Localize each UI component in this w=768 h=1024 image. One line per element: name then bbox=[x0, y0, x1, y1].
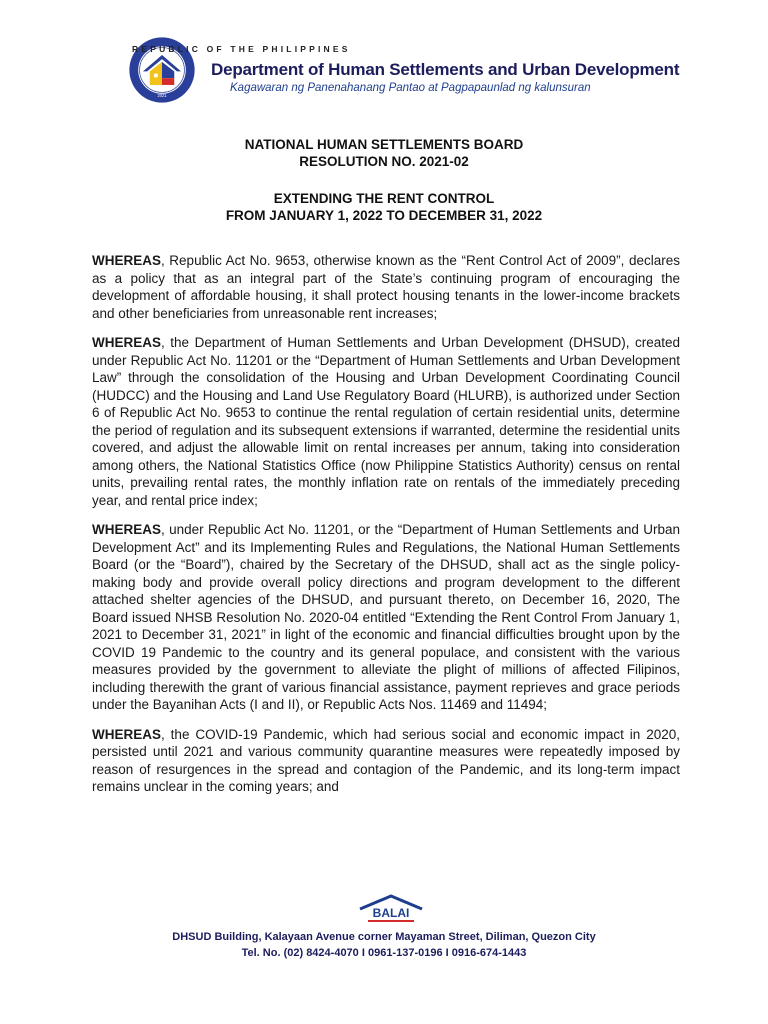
board-heading: NATIONAL HUMAN SETTLEMENTS BOARD bbox=[244, 137, 524, 152]
resolution-number: RESOLUTION NO. 2021-02 bbox=[299, 154, 469, 169]
svg-text:BALAI: BALAI bbox=[372, 906, 410, 920]
whereas-lead: WHEREAS bbox=[92, 335, 162, 350]
whereas-lead: WHEREAS bbox=[92, 253, 162, 268]
resolution-body bbox=[92, 252, 680, 808]
subject-line-2: FROM JANUARY 1, 2022 TO DECEMBER 31, 2022 bbox=[225, 208, 543, 223]
department-name: Department of Human Settlements and Urban Development bbox=[211, 60, 680, 79]
whereas-lead: WHEREAS bbox=[92, 726, 162, 742]
paragraph-text: , the COVID-19 Pandemic, which had serious social and economic impact in 2020, persisted until 2021 and various community quarantine measures were repeatedly imposed by reason of resurgences in the spread and contagion of the Pandemic, and its long-term impact remains unclear in the coming years; and bbox=[92, 726, 680, 794]
whereas-paragraph bbox=[92, 334, 680, 509]
whereas-paragraph bbox=[92, 252, 680, 322]
whereas-paragraph bbox=[92, 726, 680, 796]
paragraph-text: , Republic Act No. 9653, otherwise known as the “Rent Control Act of 2009”, declares as a policy that as an integral part of the State’s continuing program of encouraging the development of affordable housing, it shall protect housing tenants in the lower-income brackets and other beneficiaries from unreasonable rent increases; bbox=[92, 253, 680, 321]
footer-address: DHSUD Building, Kalayaan Avenue corner Mayaman Street, Diliman, Quezon City bbox=[172, 931, 596, 943]
paragraph-text: , under Republic Act No. 11201, or the “Department of Human Settlements and Urban Development Act” and its Implementing Rules and Regulations, the National Human Settlements Board (or the “Board”), chaired by the Secretary of the DHSUD, shall act as the single policy-making body and provide overall policy directions and program development to the different attached shelter agencies of the DHSUD, and pursuant thereto, on December 16, 2020, The Board issued NHSB Resolution No. 2020-04 entitled “Extending the Rent Control From January 1, 2021 to December 31, 2021” in light of the economic and financial difficulties brought upon by the COVID 19 Pandemic to the country and its general populace, and consistent with the various measures provided by the government to alleviate the plight of millions of affected Filipinos, including therewith the grant of various financial assistance, payment reprieves and grace periods under the Bayanihan Acts (I and II), or Republic Acts Nos. 11469 and 11494; bbox=[92, 522, 680, 712]
whereas-paragraph bbox=[92, 521, 680, 714]
republic-label: REPUBLIC OF THE PHILIPPINES bbox=[132, 44, 351, 54]
balai-logo bbox=[356, 893, 426, 925]
whereas-lead: WHEREAS bbox=[92, 522, 162, 537]
svg-text:2021: 2021 bbox=[157, 93, 167, 99]
subject-line-1: EXTENDING THE RENT CONTROL bbox=[273, 191, 495, 206]
paragraph-text: , the Department of Human Settlements and Urban Development (DHSUD), created under Republic Act No. 11201 or the “Department of Human Settlements and Urban Development Law” through the consolidation of the Housing and Urban Development Coordinating Council (HUDCC) and the Housing and Land Use Regulatory Board (HLURB), is authorized under Section 6 of Republic Act No. 9653 to continue the rental regulation of certain residential units, determine the period of regulation and its subsequent extensions if warranted, determine the residential units covered, and adjust the allowable limit on rental increases per annum, taking into consideration among others, the National Statistics Office (now Philippine Statistics Authority) census on rental units, prevailing rental rates, the monthly inflation rate on rentals of the immediately preceding year, and rental price index; bbox=[92, 335, 680, 508]
footer-phones: Tel. No. (02) 8424-4070 I 0961-137-0196 I 0916-674-1443 bbox=[241, 947, 527, 959]
department-name-filipino: Kagawaran ng Panenahanang Pantao at Pagpapaunlad ng kalunsuran bbox=[230, 82, 591, 94]
